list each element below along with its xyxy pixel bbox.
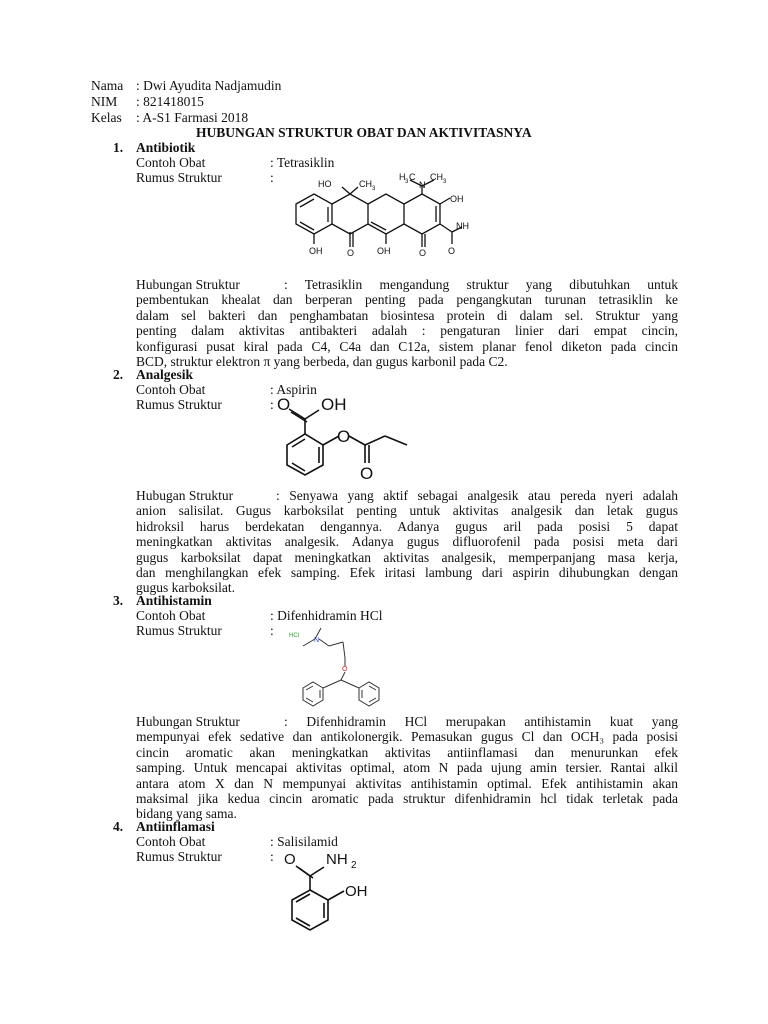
s2-line-1: : Senyawa yang aktif sebagai analgesik atau pereda nyeri adalah — [276, 488, 678, 503]
s1-line-1: : Tetrasiklin mengandung struktur yang dibutuhkan untuk — [284, 277, 678, 292]
s2-line-7: gugus karboksilat. — [136, 580, 235, 596]
atom-ch3b: CH — [430, 172, 443, 182]
value-nim: : 821418015 — [136, 94, 204, 109]
atom-oh: OH — [321, 395, 347, 414]
label-nim: NIM — [91, 94, 118, 109]
section-1-number: 1. — [113, 140, 124, 155]
section-2-heading: Analgesik — [136, 367, 194, 382]
atom-ch: CH — [359, 179, 372, 189]
atom-o-amide: O — [448, 246, 456, 256]
s2-line-4: meningkatkan aktivitas analgesik. Adanya gugus difluorofenil pada posisi meta dari — [136, 534, 678, 550]
section-4-rumus-label: Rumus Struktur — [136, 849, 222, 864]
salicylamide-structure — [282, 846, 382, 940]
section-2-relation — [136, 488, 678, 596]
section-3-heading: Antihistamin — [136, 593, 212, 608]
atom-o-acetyl: O — [360, 464, 374, 483]
s3-line-4: samping. Untuk mencapai aktivitas optimal, atom N pada ujung amin tersier. Rantai alkil — [136, 760, 678, 776]
atom-ho: HO — [318, 179, 332, 189]
s3-line-7: bidang yang sama. — [136, 806, 237, 822]
s2-line-5: gugus karboksilat dapat meningkatkan aktivitas analgesik, memperpanjang masa kerja, — [136, 549, 678, 565]
atom-o-ester: O — [337, 427, 351, 446]
section-1-rumus-label: Rumus Struktur — [136, 170, 222, 185]
atom-o-1: O — [347, 248, 355, 258]
aspirin-structure — [275, 393, 415, 485]
atom-ch3b-sub: 3 — [443, 179, 447, 185]
atom-n: N — [314, 637, 320, 644]
atom-oh: OH — [345, 883, 368, 900]
section-2-number: 2. — [113, 367, 124, 382]
atom-o: O — [342, 666, 348, 673]
atom-h3c-sub: 3 — [405, 179, 409, 185]
section-1-drug: : Tetrasiklin — [270, 155, 335, 170]
atom-oh-bottom-left: OH — [309, 246, 323, 256]
section-2-rumus-colon: : — [270, 397, 274, 412]
atom-nh-sub: 2 — [351, 860, 357, 871]
section-2-drug: : Aspirin — [270, 382, 317, 397]
section-3-drug: : Difenhidramin HCl — [270, 608, 383, 623]
atom-h3c-h: H — [399, 172, 406, 182]
atom-oh-right: OH — [450, 194, 464, 204]
s3-line-6: maksimal jika kedua cincin aromatic pada struktur difenhidramin hcl tidak terletak pada — [136, 790, 678, 806]
s1-line-3: dalam sel bakteri dan penghambatan biosintesa protein di dalam sel. Struktur yang — [136, 307, 678, 323]
section-1-hubungan-label: Hubungan Struktur — [136, 277, 240, 292]
section-1-rumus-colon: : — [270, 170, 274, 185]
atom-hcl: HCl — [289, 633, 299, 639]
s3-line-1: : Difenhidramin HCl merupakan antihistamin kuat yang — [284, 714, 678, 729]
section-2-rumus-label: Rumus Struktur — [136, 397, 222, 412]
s3-line-2: mempunyai efek sedative dan antikolonergik. Pemasukan gugus Cl dan OCH₃ pada posisi — [136, 729, 678, 745]
section-2-hubungan-label: Hubugan Struktur — [136, 488, 234, 503]
atom-h3c-c: C — [409, 172, 416, 182]
atom-o-carbonyl: O — [277, 395, 291, 414]
s2-line-2: anion salisilat. Gugus karboksilat penting untuk aktivitas analgesik dan letak gugus — [136, 503, 678, 519]
tetracycline-structure — [280, 172, 470, 262]
atom-o-2: O — [419, 248, 427, 258]
atom-nh2: NH — [456, 221, 469, 231]
section-1-heading: Antibiotik — [136, 140, 196, 155]
section-1-relation — [136, 277, 678, 369]
section-3-relation — [136, 714, 678, 822]
s1-line-5: konfigurasi pusat kiral pada C4, C4a dan C12a, sistem planar fenol diketon pada cincin — [136, 338, 678, 354]
s2-line-3: hidroksil harus berdekatan dengannya. Adanya gugus aril pada posisi 5 dapat — [136, 518, 678, 534]
section-4-number: 4. — [113, 819, 124, 834]
section-4-rumus-colon: : — [270, 849, 274, 864]
section-4-contoh-label: Contoh Obat — [136, 834, 206, 849]
section-2-contoh-label: Contoh Obat — [136, 382, 206, 397]
label-kelas: Kelas — [91, 110, 122, 125]
label-nama: Nama — [91, 78, 124, 93]
section-3-rumus-label: Rumus Struktur — [136, 623, 222, 638]
atom-nh: NH — [326, 851, 348, 868]
atom-oh-middle: OH — [377, 246, 391, 256]
atom-o: O — [284, 851, 296, 868]
atom-ch-sub: 3 — [372, 186, 376, 192]
section-4-heading: Antiinflamasi — [136, 819, 215, 834]
section-1-contoh-label: Contoh Obat — [136, 155, 206, 170]
s3-line-3: cincin aromatic akan meningkatkan aktivitas antiinflamasi dan menurunkan efek — [136, 744, 678, 760]
page-title: HUBUNGAN STRUKTUR OBAT DAN AKTIVITASNYA — [196, 125, 532, 140]
atom-n: N — [419, 180, 426, 190]
section-3-hubungan-label: Hubungan Struktur — [136, 714, 240, 729]
s1-line-4: penting dalam aktivitas antibakteri adalah : pengaturan linier dari empat cincin, — [136, 323, 678, 339]
section-3-contoh-label: Contoh Obat — [136, 608, 206, 623]
section-4-drug: : Salisilamid — [270, 834, 338, 849]
s3-line-5: antara atom X dan N mempunyai aktivitas antihistamin optimal. Efek antihistamin akan — [136, 775, 678, 791]
section-3-rumus-colon: : — [270, 623, 274, 638]
value-nama: : Dwi Ayudita Nadjamudin — [136, 78, 282, 93]
diphenhydramine-structure — [285, 620, 395, 712]
section-3-number: 3. — [113, 593, 124, 608]
s1-line-2: pembentukan khealat dan berperan penting pada pengangkutan turunan tetrasiklin ke — [136, 292, 678, 308]
s2-line-6: dan menghilangkan efek samping. Efek iritasi lambung dari aspirin dihubungkan dengan — [136, 564, 678, 580]
s1-line-6: BCD, struktur elektron π yang berbeda, dan gugus karbonil pada C2. — [136, 353, 508, 369]
value-kelas: : A-S1 Farmasi 2018 — [136, 110, 249, 125]
